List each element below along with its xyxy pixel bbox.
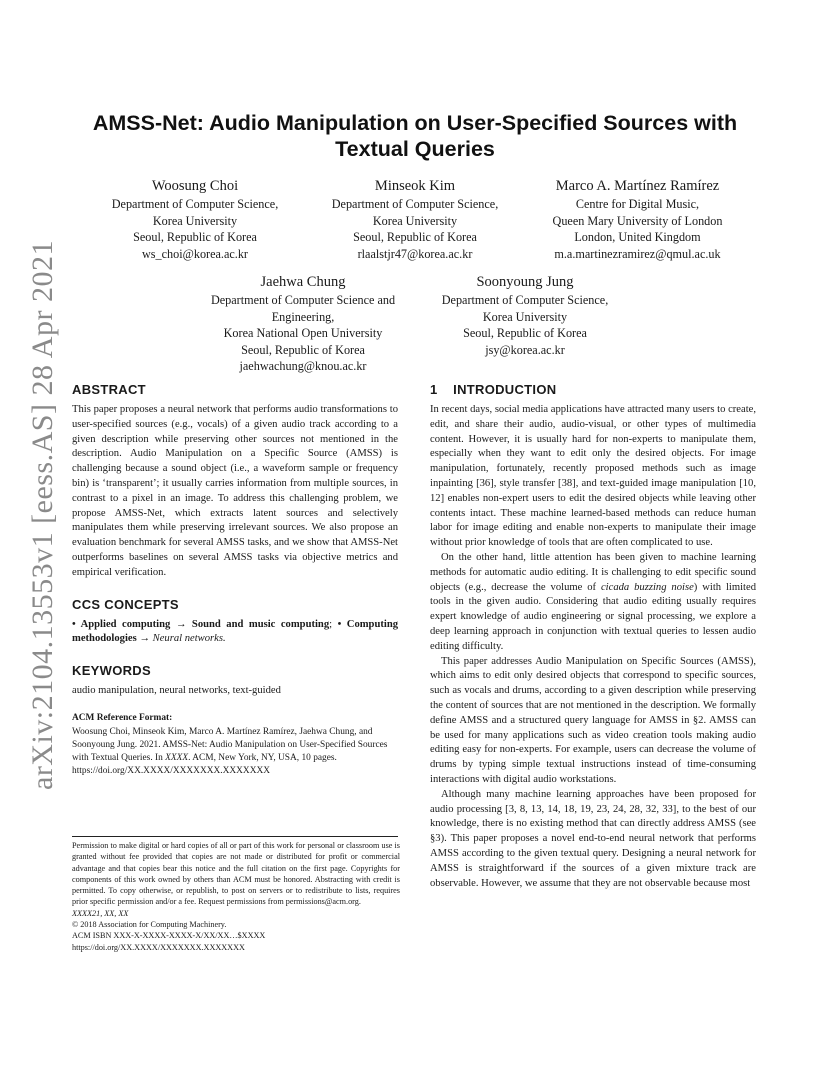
copyright-footnote — [72, 840, 400, 953]
author-name: Marco A. Martínez Ramírez — [555, 178, 720, 194]
author-block-3 — [530, 177, 745, 262]
acm-reference-heading: ACM Reference Format: — [72, 712, 173, 723]
intro-text: On the other hand, little attention has been given to machine learning methods for automatic audio editing. It is challenging to edit specific sound objects (e.g., decrease the volume of — [430, 551, 756, 593]
author-affiliation: Department of Computer Science, — [111, 197, 279, 211]
ccs-arrow: → — [170, 618, 192, 630]
author-block-4 — [198, 273, 408, 375]
author-location: Seoul, Republic of Korea — [463, 326, 587, 340]
author-email[interactable]: rlaalstjr47@korea.ac.kr — [357, 246, 473, 261]
abstract-text: This paper proposes a neural network that performs audio transformations to user-specified sources (e.g., vocals) of a given audio track according to a given description while preserving other sources not mentioned in the description. Audio Manipulation on a Specific Source (AMSS) is challenging because a sound object (i.e., a waveform sample or frequency bin) is ‘transparent’; it usually carries information from multiple sources, in contrast to a pixel in an image. To address this challenging problem, we propose AMSS-Net, which extracts latent sources and selectively manipulates them while preserving irrelevant sources. We also propose an evaluation benchmark for several AMSS tasks, and we show that AMSS-Net outperforms baselines on several AMSS tasks via objective metrics and empirical verification. — [72, 404, 398, 578]
conference-line: XXXX21, XX, XX — [72, 908, 129, 918]
author-email[interactable]: m.a.martinezramirez@qmul.ac.uk — [554, 246, 721, 261]
author-block-2 — [310, 177, 520, 262]
author-affiliation: Korea National Open University — [223, 326, 383, 340]
author-affiliation: Department of Computer Science, — [441, 293, 609, 307]
left-column — [72, 382, 398, 779]
ccs-separator: ; — [329, 618, 338, 630]
author-block-1 — [90, 177, 300, 262]
acm-ref-part: Woosung Choi, Minseok Kim, Marco A. Martínez Ramírez, Jaehwa Chung, and Soonyoung Jung. 2021. AMSS-Net: Audio Manipulation on User-Specified Sources with Textual Queries. In — [72, 726, 388, 764]
intro-text: ) with limited tools in the given audio. Considering that audio editing usually requires expert knowledge of audio engineering or signal processing, we explore a deep learning approach in conjunction with textual queries to lessen audio editing difficulty. — [430, 581, 757, 652]
author-email[interactable]: jaehwachung@knou.ac.kr — [239, 359, 367, 373]
ccs-term: • Computing methodologies — [72, 618, 399, 645]
author-affiliation: Korea University — [372, 213, 458, 228]
ccs-arrow: → — [136, 633, 153, 645]
abstract-heading: ABSTRACT — [72, 382, 146, 397]
permission-text: Permission to make digital or hard copies of all or part of this work for personal or classroom use is granted without fee provided that copies are not made or distributed for profit or commercial advantage and that copies bear this notice and the full citation on the first page. Copyrights for components of this work owned by others than ACM must be honored. Abstracting with credit is permitted. To copy otherwise, or republish, to post on servers or to redistribute to lists, requires prior specific permission and/or a fee. Request permissions from permissions@acm.org. — [72, 841, 400, 907]
author-location: Seoul, Republic of Korea — [241, 342, 365, 357]
keywords-text: audio manipulation, neural networks, text-guided — [72, 685, 281, 697]
author-affiliation: Korea University — [482, 309, 568, 324]
ccs-term: • Applied computing — [72, 618, 171, 630]
acm-reference-text — [72, 726, 398, 779]
ccs-concepts — [72, 618, 398, 648]
ccs-term: Neural networks. — [152, 633, 226, 645]
author-name: Soonyoung Jung — [476, 274, 574, 290]
author-affiliation: Engineering, — [271, 309, 335, 324]
intro-heading: 1 INTRODUCTION — [430, 382, 557, 397]
author-affiliation: Department of Computer Science and — [210, 293, 396, 307]
intro-paragraph-1: In recent days, social media applications have attracted many users to create, edit, and share their audio, audio-visual, or other types of multimedia content. However, it is usually hard for non-experts to manipulate them, especially when they want to edit only the desired objects. For image manipulation, fortunately, recently proposed methods such as image inpainting [36], style transfer [38], and text-guided image manipulation [10, 12] enables non-expert users to edit the desired objects while leaving other contents intact. These machine learned-based methods can reduce human labor for image editing and enable non-experts to manipulate their image without prior knowledge of tools that are often complicated to use. — [430, 404, 756, 549]
isbn-line: ACM ISBN XXX-X-XXXX-XXXX-X/XX/XX…$XXXX — [72, 931, 266, 941]
acm-ref-venue: XXXX — [165, 753, 189, 764]
paper-title: AMSS-Net: Audio Manipulation on User-Specified Sources with Textual Queries — [92, 111, 738, 161]
author-affiliation: Department of Computer Science, — [331, 197, 499, 211]
intro-paragraph-3: This paper addresses Audio Manipulation on Specific Sources (AMSS), which aims to edit only desired objects that correspond to specific sources, such as vocals and drums, according to a given description while preserving the content of sources that are not mentioned in the description. We formally define AMSS and a structured query language for AMSS in §2. AMSS can be used for many applications such as video creation tools making audio editing easy for non-experts. For example, users can decrease the volume of drums by typing simple textual instructions instead of time-consuming interactions with digital audio workstations. — [430, 655, 756, 785]
acm-ref-part[interactable]: . ACM, New York, NY, USA, 10 pages. https://doi.org/XX.XXXX/XXXXXXX.XXXXXXX — [72, 753, 337, 777]
intro-paragraph-4: Although many machine learning approaches have been proposed for audio processing [3, 8, 13, 14, 18, 19, 23, 24, 28, 32, 33], to the best of our knowledge, there is no existing method that can directly address AMSS (see §3). This paper proposes a novel end-to-end neural network that performs AMSS according to the given textual query. Designing a neural network for AMSS is straightforward if the sources of a given mixture track are observable. However, we assume that they are not observable because most — [430, 788, 756, 889]
author-location: London, United Kingdom — [574, 230, 701, 244]
footnote-divider — [72, 836, 398, 837]
arxiv-stamp[interactable]: arXiv:2104.13553v1 [eess.AS] 28 Apr 2021 — [26, 240, 59, 790]
author-email[interactable]: ws_choi@korea.ac.kr — [142, 246, 248, 261]
author-name: Minseok Kim — [374, 178, 456, 194]
author-affiliation: Queen Mary University of London — [552, 213, 723, 228]
keywords-heading: KEYWORDS — [72, 663, 151, 679]
copyright-line: © 2018 Association for Computing Machinery. — [72, 920, 227, 930]
author-email[interactable]: jsy@korea.ac.kr — [485, 342, 565, 357]
author-name: Jaehwa Chung — [260, 274, 346, 290]
author-affiliation: Centre for Digital Music, — [575, 197, 700, 211]
intro-italic: cicada buzzing noise — [600, 581, 694, 593]
ccs-term: Sound and music computing — [191, 618, 330, 630]
author-affiliation: Korea University — [152, 213, 238, 228]
intro-paragraph-2 — [430, 551, 756, 655]
ccs-heading: CCS CONCEPTS — [72, 596, 179, 612]
author-location: Seoul, Republic of Korea — [133, 230, 257, 244]
doi-line[interactable]: https://doi.org/XX.XXXX/XXXXXXX.XXXXXXX — [72, 942, 245, 952]
author-location: Seoul, Republic of Korea — [353, 230, 477, 244]
author-name: Woosung Choi — [151, 178, 239, 194]
right-column — [430, 382, 756, 891]
author-block-5 — [420, 273, 630, 358]
